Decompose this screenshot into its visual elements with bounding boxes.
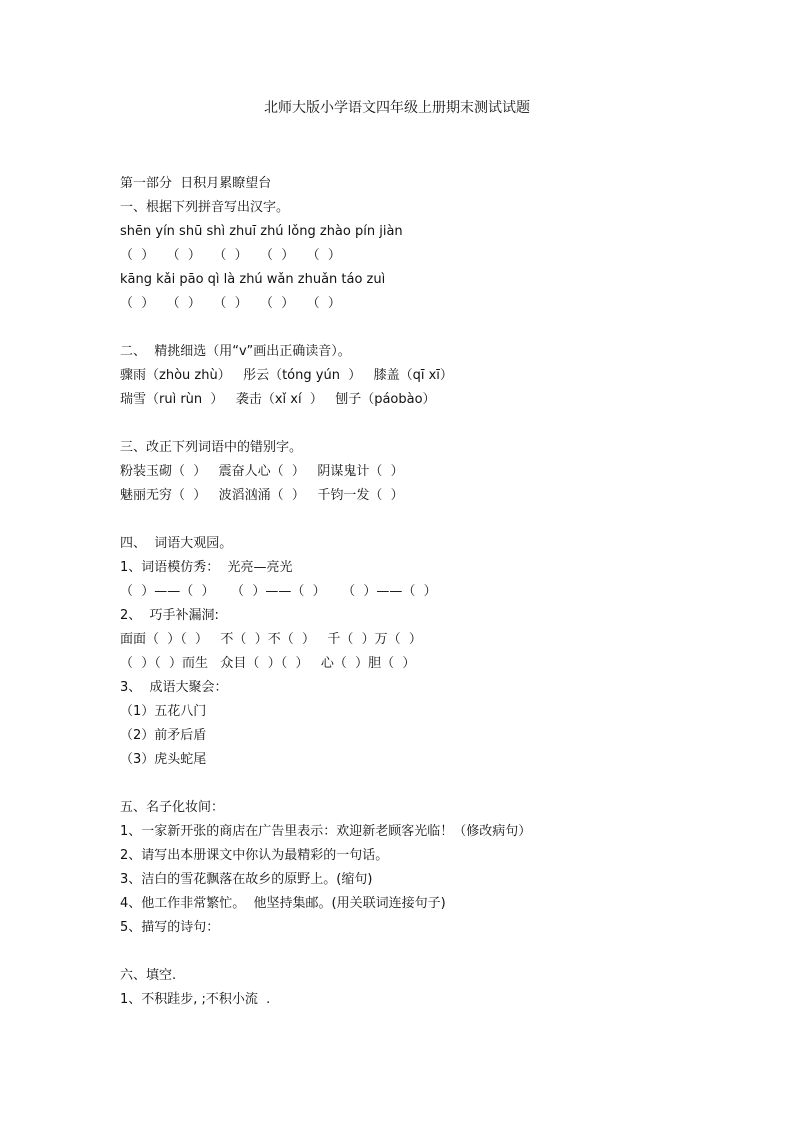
document-body — [120, 172, 740, 1012]
word-imitation-prompt: 1、词语模仿秀： 光亮—亮光 — [120, 560, 293, 575]
spacer — [120, 316, 740, 340]
typo-row-1: 粉装玉砌（ ） 震奋人心（ ） 阴谋鬼计（ ） — [120, 464, 404, 479]
spacer — [120, 412, 740, 436]
fill-gaps-row-1: 面面（ ）（ ） 不（ ）不（ ） 千（ ）万（ ） — [120, 632, 422, 647]
answer-blanks-row-2: （ ） （ ） （ ） （ ） （ ） — [120, 296, 341, 311]
question-2-prompt: 二、 精挑细选（用“v”画出正确读音）。 — [120, 344, 351, 359]
idiom-item-2: （2）前矛后盾 — [120, 728, 207, 743]
spacer — [120, 772, 740, 796]
idiom-item-1: （1）五花八门 — [120, 704, 207, 719]
sentence-task-4: 4、他工作非常繁忙。 他坚持集邮。(用关联词连接句子) — [120, 896, 446, 911]
page-title: 北师大版小学语文四年级上册期末测试试题 — [264, 100, 530, 116]
sentence-task-5: 5、描写的诗句： — [120, 920, 220, 935]
typo-row-2: 魅丽无穷（ ） 波滔汹涌（ ） 千钧一发（ ） — [120, 488, 404, 503]
spacer — [120, 940, 740, 964]
question-3-prompt: 三、改正下列词语中的错别字。 — [120, 440, 303, 455]
question-5-prompt: 五、名子化妆间： — [120, 800, 225, 815]
question-4-prompt: 四、 词语大观园。 — [120, 536, 233, 551]
section-1-heading: 第一部分 日积月累瞭望台 — [120, 176, 272, 191]
pinyin-row-2: kāng kǎi pāo qì là zhú wǎn zhuǎn táo zuì — [120, 272, 386, 287]
word-imitation-blanks: （ ）——（ ） （ ）——（ ） （ ）——（ ） — [120, 584, 437, 599]
pinyin-row-1: shēn yín shū shì zhuī zhú lǒng zhào pín jiàn — [120, 224, 403, 239]
fill-in-task-1: 1、不积跬步, ;不积小流 . — [120, 992, 271, 1007]
question-1-prompt: 一、根据下列拼音写出汉字。 — [120, 200, 290, 215]
sentence-task-2: 2、请写出本册课文中你认为最精彩的一句话。 — [120, 848, 389, 863]
pronunciation-row-2: 瑞雪（ruì rùn ） 袭击（xǐ xí ） 刨子（páobào） — [120, 392, 436, 407]
answer-blanks-row-1: （ ） （ ） （ ） （ ） （ ） — [120, 248, 341, 263]
spacer — [120, 508, 740, 532]
idiom-item-3: （3）虎头蛇尾 — [120, 752, 207, 767]
idiom-prompt: 3、 成语大聚会： — [120, 680, 228, 695]
pronunciation-row-1: 骤雨（zhòu zhù） 彤云（tóng yún ） 膝盖（qī xī） — [120, 368, 453, 383]
sentence-task-3: 3、洁白的雪花飘落在故乡的原野上。(缩句) — [120, 872, 373, 887]
fill-gaps-prompt: 2、 巧手补漏洞: — [120, 608, 219, 623]
fill-gaps-row-2: （ ）（ ）而生 众目（ ）（ ） 心（ ）胆（ ） — [120, 656, 416, 671]
question-6-prompt: 六、填空. — [120, 968, 177, 983]
sentence-task-1: 1、一家新开张的商店在广告里表示：欢迎新老顾客光临！（修改病句） — [120, 824, 532, 839]
